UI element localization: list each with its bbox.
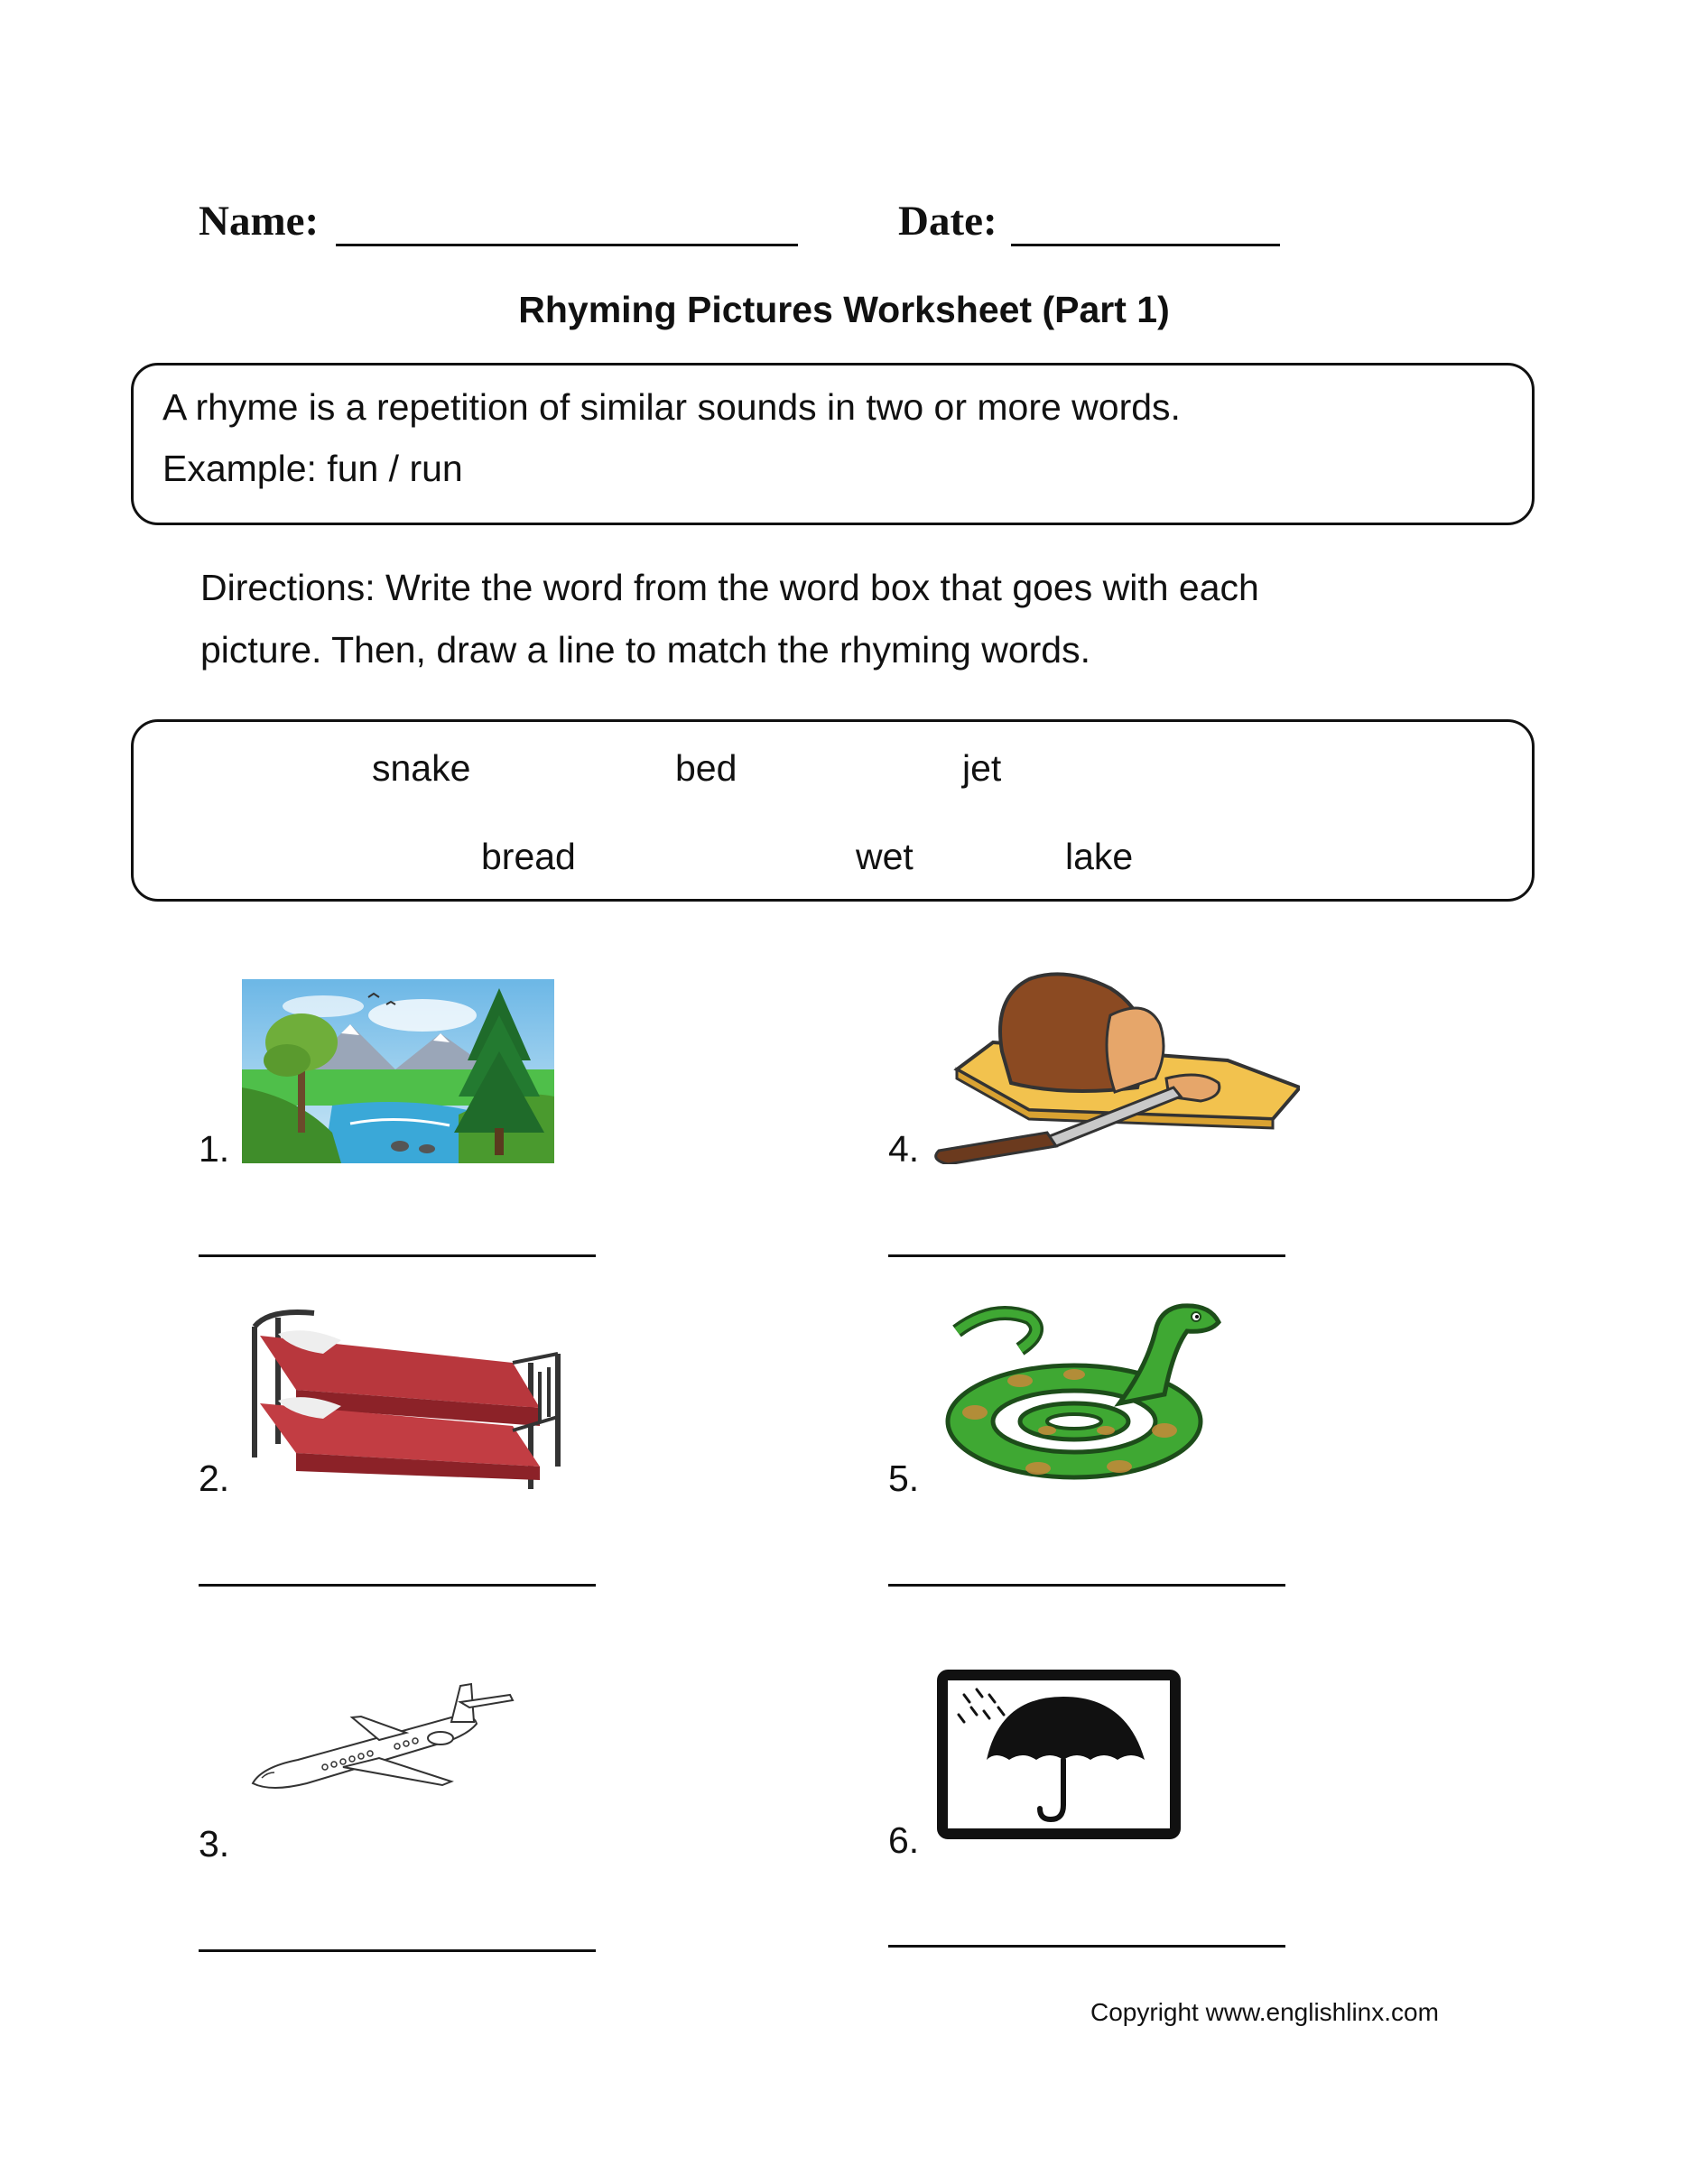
directions-line-1: Directions: Write the word from the word box that goes with each — [200, 567, 1259, 608]
name-label: Name: — [199, 198, 320, 245]
word-box — [131, 719, 1535, 902]
answer-line[interactable] — [199, 1254, 596, 1257]
answer-line[interactable] — [888, 1254, 1285, 1257]
item-number: 1. — [199, 1128, 230, 1170]
directions-line-2: picture. Then, draw a line to match the rhyming words. — [200, 629, 1090, 671]
item-number: 2. — [199, 1458, 230, 1499]
lake-landscape-picture — [242, 979, 554, 1163]
item-number: 3. — [199, 1823, 230, 1865]
item-number: 6. — [888, 1819, 920, 1861]
word-box-word: snake — [372, 747, 471, 789]
item-number: 5. — [888, 1458, 920, 1499]
definition-line-1: A rhyme is a repetition of similar sounds in two or more words. — [162, 386, 1181, 428]
worksheet-title: Rhyming Pictures Worksheet (Part 1) — [518, 289, 1170, 330]
word-box-word: lake — [1065, 836, 1134, 877]
snake-picture — [939, 1295, 1228, 1485]
word-box-word: wet — [856, 836, 914, 877]
name-field-line[interactable] — [336, 244, 798, 246]
jet-airplane-picture — [244, 1677, 515, 1794]
bunk-bed-picture — [242, 1300, 571, 1494]
umbrella-rain-picture — [937, 1670, 1181, 1839]
answer-line[interactable] — [199, 1949, 596, 1952]
date-label: Date: — [898, 198, 997, 245]
word-box-word: bread — [481, 836, 576, 877]
word-box-word: jet — [962, 747, 1002, 789]
copyright-text: Copyright www.englishlinx.com — [1090, 1998, 1439, 2026]
bread-loaf-picture — [930, 961, 1300, 1164]
item-number: 4. — [888, 1128, 920, 1170]
answer-line[interactable] — [199, 1584, 596, 1587]
word-box-word: bed — [675, 747, 737, 789]
answer-line[interactable] — [888, 1945, 1285, 1948]
answer-line[interactable] — [888, 1584, 1285, 1587]
definition-line-2: Example: fun / run — [162, 448, 463, 489]
date-field-line[interactable] — [1011, 244, 1280, 246]
